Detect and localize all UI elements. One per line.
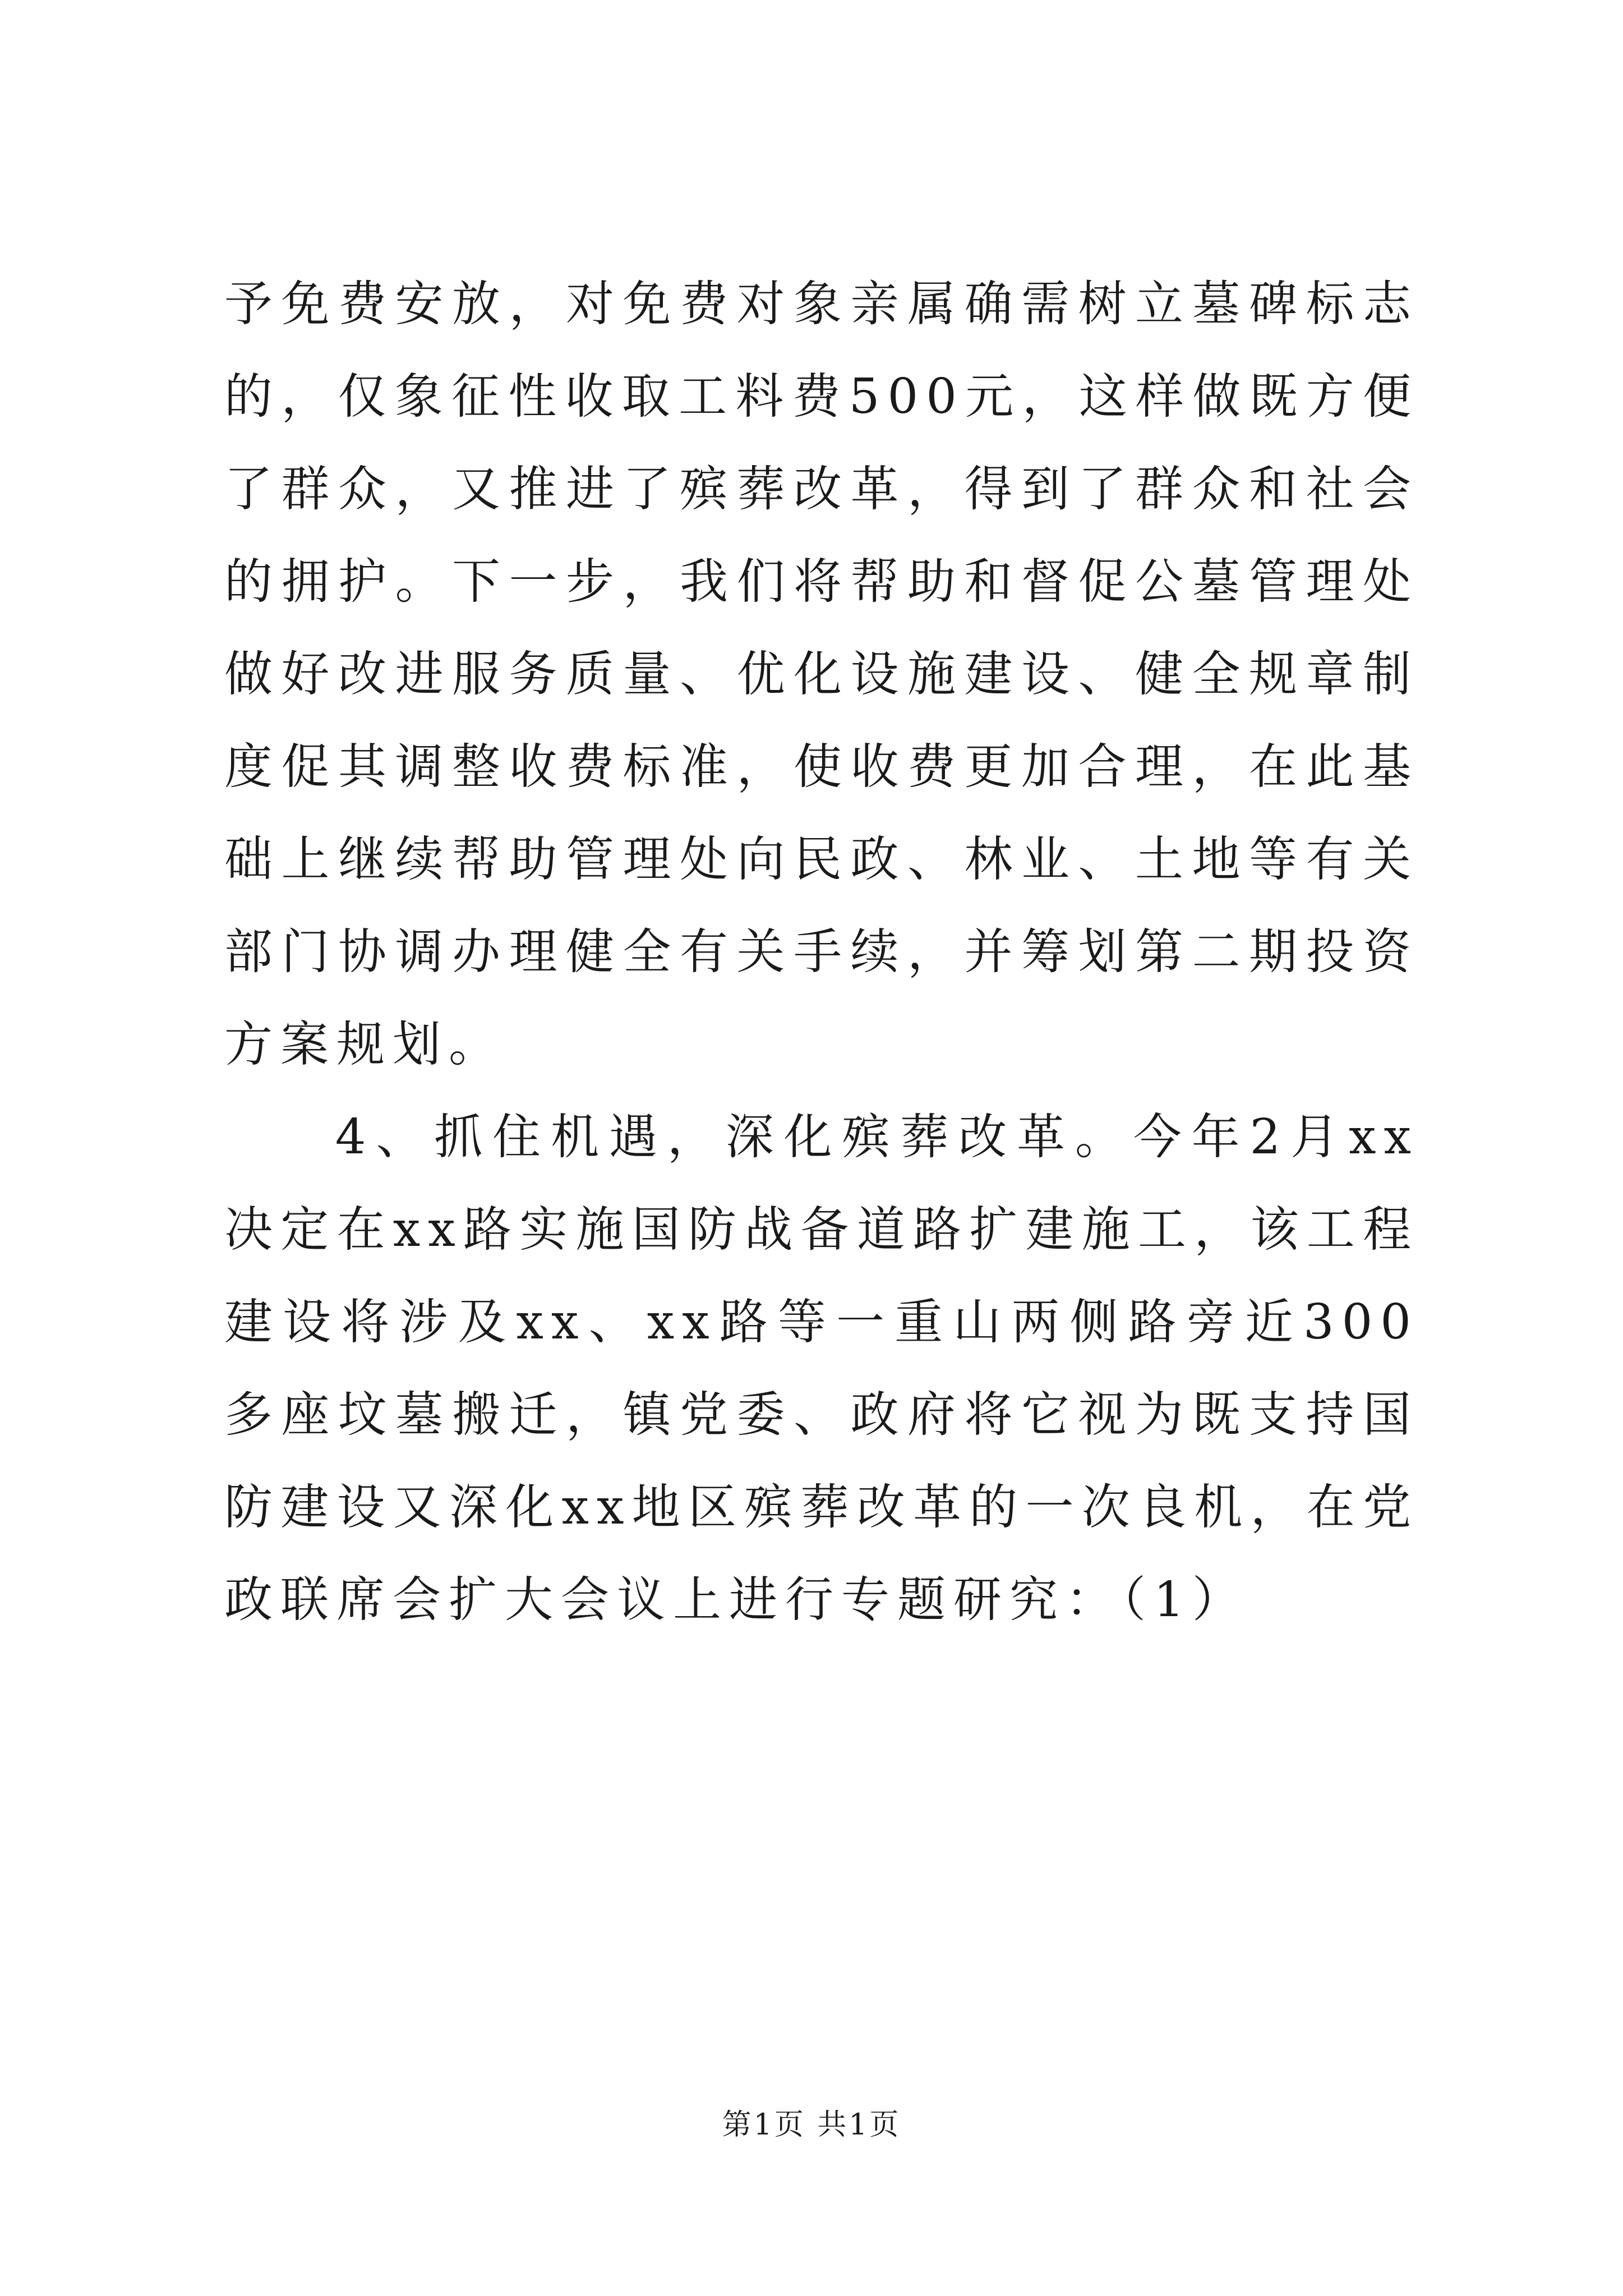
- page-footer: 第1页 共1页: [722, 2108, 901, 2142]
- document-body: [224, 258, 1419, 1646]
- paragraph-1: 予免费安放，对免费对象亲属确需树立墓碑标志的，仅象征性收取工料费500元，这样做既方便了群众，又推进了殡葬改革，得到了群众和社会的拥护。下一步，我们将帮助和督促公墓管理处做好改进服务质量、优化设施建设、健全规章制度促其调整收费标准，使收费更加合理，在此基础上继续帮助管理处向民政、林业、土地等有关部门协调办理健全有关手续，并筹划第二期投资方案规划。: [224, 276, 1419, 1073]
- paragraph-2: 4、抓住机遇，深化殡葬改革。今年2月xx决定在xx路实施国防战备道路扩建施工，该工程建设将涉及xx、xx路等一重山两侧路旁近300多座坟墓搬迁，镇党委、政府将它视为既支持国防建设又深化xx地区殡葬改革的一次良机，在党政联席会扩大会议上进行专题研究：（1）: [224, 1109, 1419, 1628]
